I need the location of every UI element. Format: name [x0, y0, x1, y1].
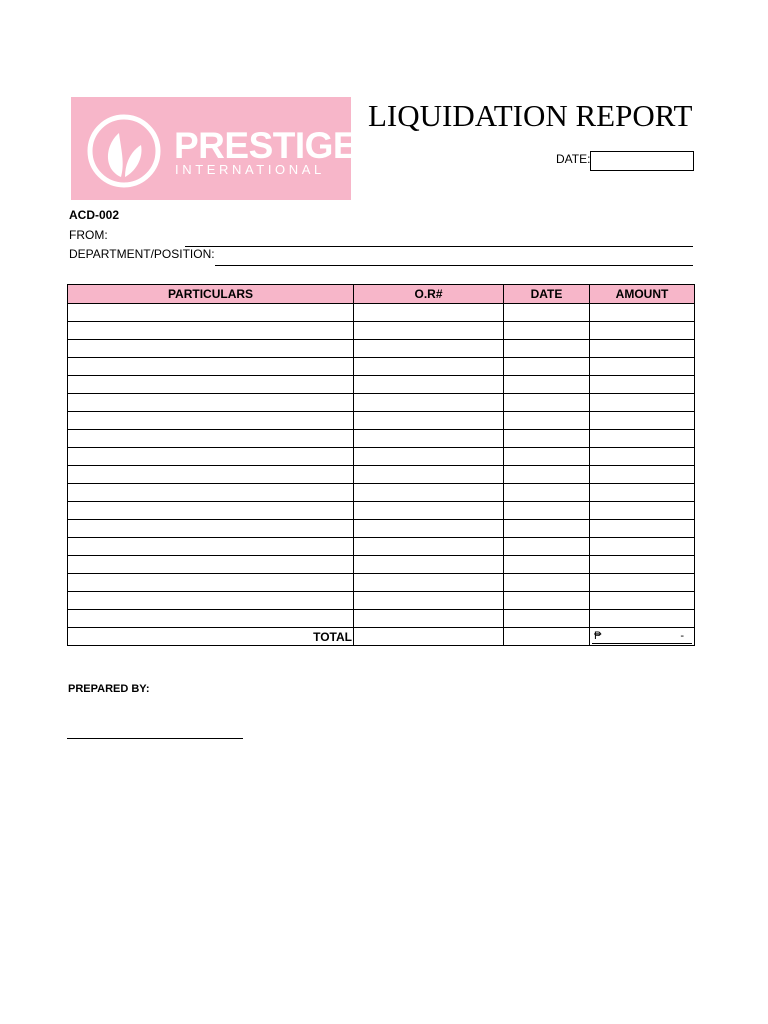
particulars-cell[interactable] [68, 502, 354, 520]
particulars-cell[interactable] [68, 520, 354, 538]
particulars-cell[interactable] [68, 592, 354, 610]
table-row [68, 394, 695, 412]
particulars-cell[interactable] [68, 610, 354, 628]
or-number-cell[interactable] [354, 448, 504, 466]
or-number-cell[interactable] [354, 538, 504, 556]
signature-line[interactable] [67, 738, 243, 739]
date-cell[interactable] [504, 592, 590, 610]
amount-cell[interactable] [590, 304, 695, 322]
or-number-cell[interactable] [354, 592, 504, 610]
or-number-cell[interactable] [354, 466, 504, 484]
department-label: DEPARTMENT/POSITION: [69, 247, 215, 261]
table-row [68, 538, 695, 556]
date-cell[interactable] [504, 322, 590, 340]
or-number-cell[interactable] [354, 574, 504, 592]
report-title: LIQUIDATION REPORT [368, 98, 693, 133]
amount-cell[interactable] [590, 502, 695, 520]
or-number-cell[interactable] [354, 484, 504, 502]
company-logo [71, 97, 358, 200]
table-row [68, 610, 695, 628]
or-number-cell[interactable] [354, 520, 504, 538]
particulars-cell[interactable] [68, 574, 354, 592]
amount-cell[interactable] [590, 394, 695, 412]
table-row [68, 502, 695, 520]
amount-cell[interactable] [590, 574, 695, 592]
form-code: ACD-002 [69, 208, 120, 222]
leaf-icon [85, 111, 163, 189]
logo-name: PRESTIGE [174, 125, 358, 166]
date-cell[interactable] [504, 340, 590, 358]
amount-cell[interactable] [590, 556, 695, 574]
total-amount-cell[interactable] [590, 628, 695, 646]
header-date: DATE [504, 285, 590, 304]
total-underline [592, 643, 692, 644]
table-row [68, 592, 695, 610]
amount-cell[interactable] [590, 376, 695, 394]
amount-cell[interactable] [590, 430, 695, 448]
amount-cell[interactable] [590, 412, 695, 430]
or-number-cell[interactable] [354, 340, 504, 358]
table-row [68, 448, 695, 466]
date-cell[interactable] [504, 358, 590, 376]
table-row [68, 574, 695, 592]
amount-cell[interactable] [590, 538, 695, 556]
department-field-line[interactable] [215, 265, 693, 266]
table-row [68, 484, 695, 502]
particulars-cell[interactable] [68, 484, 354, 502]
particulars-cell[interactable] [68, 556, 354, 574]
or-number-cell[interactable] [354, 304, 504, 322]
date-cell[interactable] [504, 556, 590, 574]
from-label: FROM: [69, 228, 108, 242]
particulars-cell[interactable] [68, 538, 354, 556]
prepared-by-label: PREPARED BY: [68, 683, 150, 695]
amount-cell[interactable] [590, 592, 695, 610]
or-number-cell[interactable] [354, 556, 504, 574]
logo-subtitle: INTERNATIONAL [175, 162, 325, 177]
or-number-cell[interactable] [354, 358, 504, 376]
table-row [68, 304, 695, 322]
particulars-cell[interactable] [68, 430, 354, 448]
total-row [68, 628, 695, 646]
amount-cell[interactable] [590, 340, 695, 358]
date-cell[interactable] [504, 430, 590, 448]
peso-sign: ₱ [594, 630, 602, 642]
amount-cell[interactable] [590, 322, 695, 340]
table-row [68, 376, 695, 394]
date-cell[interactable] [504, 520, 590, 538]
date-cell[interactable] [504, 376, 590, 394]
amount-cell[interactable] [590, 610, 695, 628]
or-number-cell[interactable] [354, 376, 504, 394]
date-cell[interactable] [504, 538, 590, 556]
total-date-cell [504, 628, 590, 646]
table-row [68, 322, 695, 340]
date-cell[interactable] [504, 502, 590, 520]
or-number-cell[interactable] [354, 394, 504, 412]
amount-cell[interactable] [590, 466, 695, 484]
date-cell[interactable] [504, 466, 590, 484]
table-row [68, 430, 695, 448]
date-label: DATE: [556, 152, 591, 166]
particulars-cell[interactable] [68, 448, 354, 466]
date-cell[interactable] [504, 610, 590, 628]
total-or-cell [354, 628, 504, 646]
date-cell[interactable] [504, 448, 590, 466]
particulars-cell[interactable] [68, 466, 354, 484]
total-amount-value: - [680, 630, 684, 642]
header-amount: AMOUNT [590, 285, 695, 304]
amount-cell[interactable] [590, 358, 695, 376]
amount-cell[interactable] [590, 448, 695, 466]
amount-cell[interactable] [590, 484, 695, 502]
date-cell[interactable] [504, 484, 590, 502]
date-cell[interactable] [504, 304, 590, 322]
table-row [68, 412, 695, 430]
date-field[interactable] [590, 151, 694, 171]
table-row [68, 340, 695, 358]
or-number-cell[interactable] [354, 610, 504, 628]
total-label: TOTAL [68, 628, 354, 646]
particulars-cell[interactable] [68, 322, 354, 340]
header-particulars: PARTICULARS [68, 285, 354, 304]
table-row [68, 466, 695, 484]
particulars-cell[interactable] [68, 340, 354, 358]
table-header-row [68, 285, 695, 304]
particulars-cell[interactable] [68, 376, 354, 394]
table-row [68, 520, 695, 538]
date-cell[interactable] [504, 394, 590, 412]
header-or-number: O.R# [354, 285, 504, 304]
particulars-cell[interactable] [68, 358, 354, 376]
amount-cell[interactable] [590, 520, 695, 538]
liquidation-table [67, 284, 695, 646]
date-cell[interactable] [504, 412, 590, 430]
particulars-cell[interactable] [68, 304, 354, 322]
or-number-cell[interactable] [354, 412, 504, 430]
or-number-cell[interactable] [354, 322, 504, 340]
or-number-cell[interactable] [354, 502, 504, 520]
table-row [68, 358, 695, 376]
from-field-line[interactable] [185, 246, 693, 247]
table-row [68, 556, 695, 574]
or-number-cell[interactable] [354, 430, 504, 448]
particulars-cell[interactable] [68, 412, 354, 430]
date-cell[interactable] [504, 574, 590, 592]
particulars-cell[interactable] [68, 394, 354, 412]
